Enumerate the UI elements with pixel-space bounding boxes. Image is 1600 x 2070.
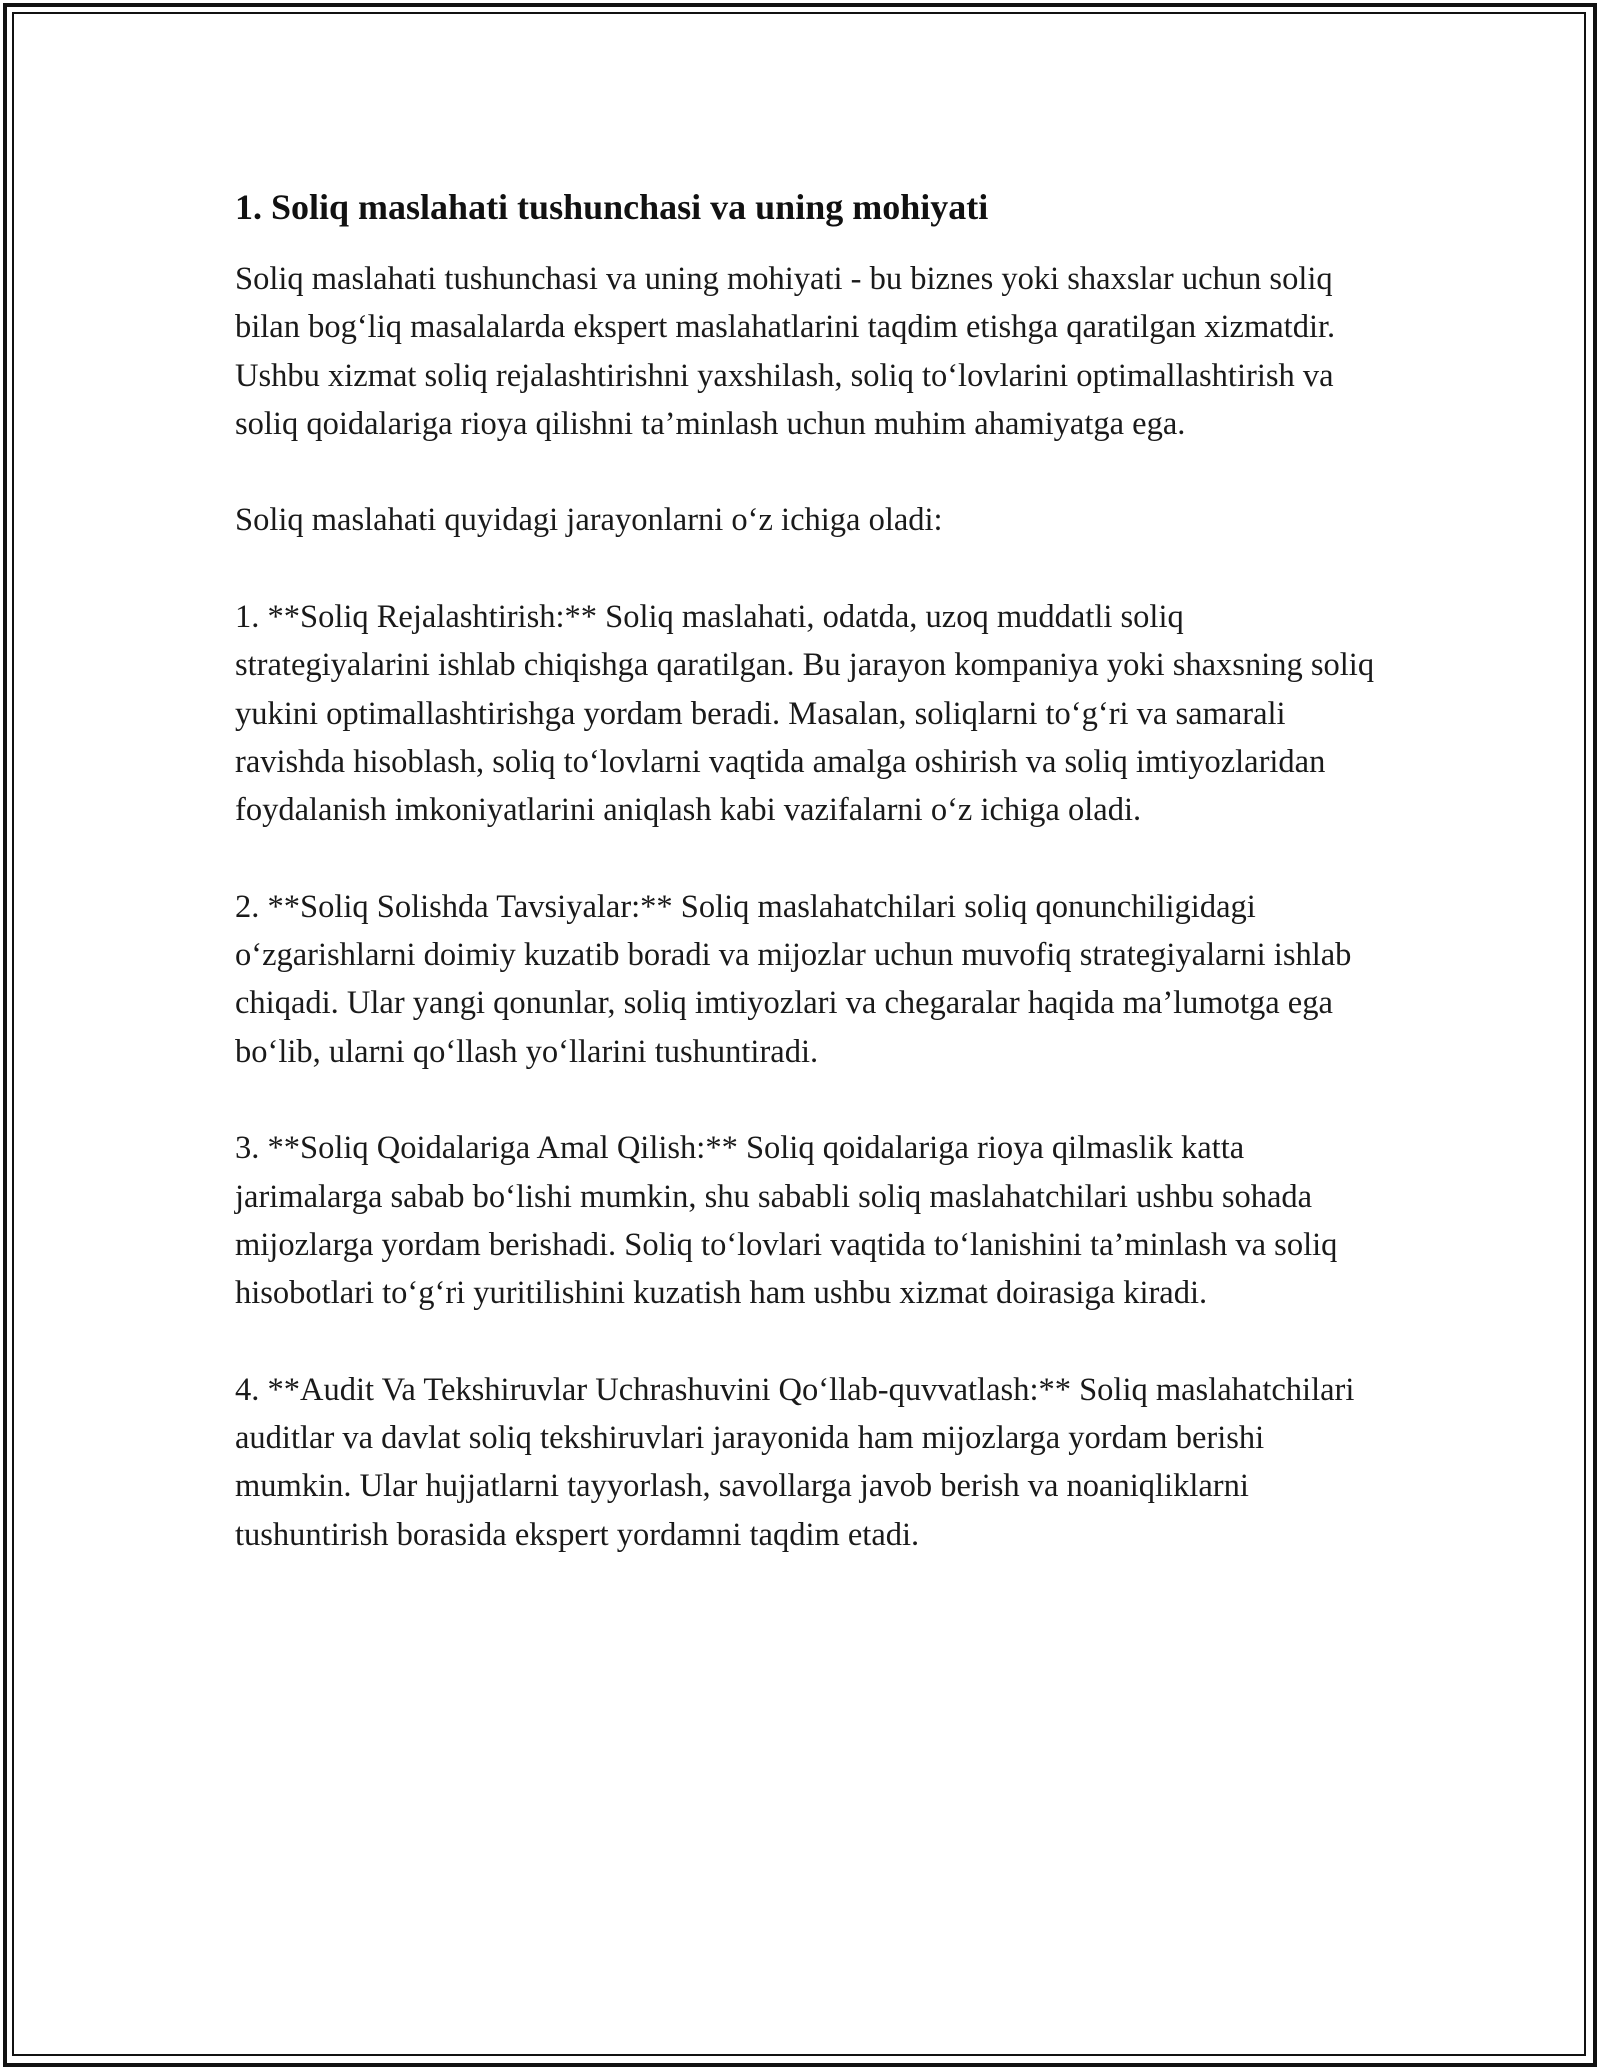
section-heading: 1. Soliq maslahati tushunchasi va uning mohiyati	[235, 187, 989, 227]
document-body	[235, 185, 1375, 1559]
list-item-paragraph: 1. **Soliq Rejalashtirish:** Soliq maslahati, odatda, uzoq muddatli soliq strategiyalarini ishlab chiqishga qaratilgan. Bu jarayon kompaniya yoki shaxsning soliq yukini optimallashtirishga yordam beradi. Masalan, soliqlarni to‘g‘ri va samarali ravishda hisoblash, soliq to‘lovlarni vaqtida amalga oshirish va soliq imtiyozlaridan foydalanish imkoniyatlarini aniqlash kabi vazifalarni o‘z ichiga oladi.	[235, 599, 1375, 829]
list-item-paragraph: 2. **Soliq Solishda Tavsiyalar:** Soliq maslahatchilari soliq qonunchiligidagi o‘zgarishlarni doimiy kuzatib boradi va mijozlar uchun muvofiq strategiyalarni ishlab chiqadi. Ular yangi qonunlar, soliq imtiyozlari va chegaralar haqida ma’lumotga ega bo‘lib, ularni qo‘llash yo‘llarini tushuntiradi.	[235, 888, 1352, 1070]
list-item-paragraph: 3. **Soliq Qoidalariga Amal Qilish:** Soliq qoidalariga rioya qilmaslik katta jarimalarga sabab bo‘lishi mumkin, shu sababli soliq maslahatchilari ushbu sohada mijozlarga yordam berishadi. Soliq to‘lovlari vaqtida to‘lanishini ta’minlash va soliq hisobotlari to‘g‘ri yuritilishini kuzatish ham ushbu xizmat doirasiga kiradi.	[235, 1130, 1338, 1312]
intro-paragraph: Soliq maslahati tushunchasi va uning mohiyati - bu biznes yoki shaxslar uchun soliq bilan bog‘liq masalalarda ekspert maslahatlarini taqdim etishga qaratilgan xizmatdir. Ushbu xizmat soliq rejalashtirishni yaxshilash, soliq to‘lovlarini optimallashtirish va soliq qoidalariga rioya qilishni ta’minlash uchun muhim ahamiyatga ega.	[235, 261, 1336, 442]
list-intro-paragraph: Soliq maslahati quyidagi jarayonlarni o‘z ichiga oladi:	[235, 502, 943, 539]
list-item-paragraph: 4. **Audit Va Tekshiruvlar Uchrashuvini Qo‘llab-quvvatlash:** Soliq maslahatchilari auditlar va davlat soliq tekshiruvlari jarayonida ham mijozlarga yordam berishi mumkin. Ular hujjatlarni tayyorlash, savollarga javob berish va noaniqliklarni tushuntirish borasida ekspert yordamni taqdim etadi.	[235, 1371, 1355, 1553]
